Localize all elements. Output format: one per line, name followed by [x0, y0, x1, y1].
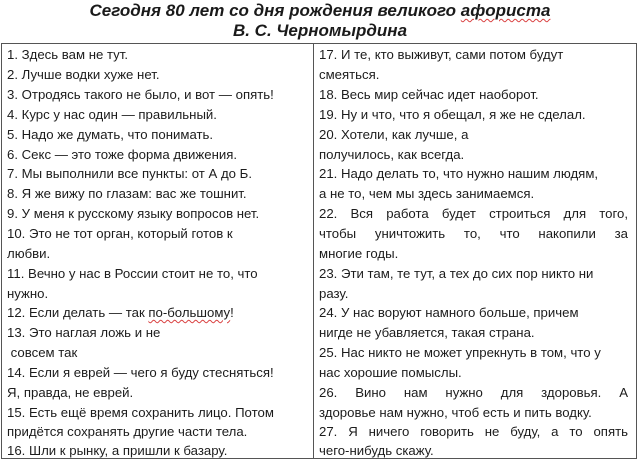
quote-line: 6. Секс — это тоже форма движения. [7, 147, 238, 162]
quote-line: получилось, как всегда. [319, 147, 465, 162]
left-column [2, 44, 314, 458]
quote-line: 3. Отродясь такого не было, и вот — опять! [7, 87, 274, 102]
quote-line: смеяться. [319, 67, 380, 82]
quote-line: 8. Я же вижу по глазам: вас же тошнит. [7, 186, 247, 201]
quote-line: 13. Это наглая ложь и не [7, 325, 161, 340]
quote-line: 18. Весь мир сейчас идет наоборот. [319, 87, 539, 102]
quote-line: придётся сохранять другие части тела. [7, 424, 248, 439]
quote-line: 21. Надо делать то, что нужно нашим людям, [319, 166, 599, 181]
quote-line: 19. Ну и что, что я обещал, я же не сделал. [319, 107, 586, 122]
quote-line: 5. Надо же думать, что понимать. [7, 127, 214, 142]
quote-line: 15. Есть ещё время сохранить лицо. Потом [7, 405, 274, 420]
page-title [0, 0, 640, 21]
quote-line: 27. Я ничего говорить не буду, а то опять [319, 424, 628, 439]
quote-12-underlined: по-большому [148, 305, 231, 320]
quote-12-suffix: ! [230, 305, 234, 320]
quote-line: 17. И те, кто выживут, сами потом будут [319, 47, 564, 62]
quote-line: 25. Нас никто не может упрекнуть в том, что у [319, 345, 601, 360]
title-text: Сегодня 80 лет со дня рождения великого [89, 1, 461, 20]
page-subtitle: В. С. Черномырдина [232, 21, 408, 40]
quotes-table [1, 43, 637, 459]
quote-line: нужно. [7, 286, 49, 301]
quote-line: 7. Мы выполнили все пункты: от А до Б. [7, 166, 252, 181]
quote-line: Я, правда, не еврей. [7, 385, 134, 400]
quote-12-prefix: 12. Если делать — так [7, 305, 149, 320]
quote-line: 14. Если я еврей — чего я буду стесняться! [7, 365, 274, 380]
quote-line: совсем так [7, 345, 78, 360]
quote-line: а не то, чем мы здесь занимаемся. [319, 186, 535, 201]
quote-line: 10. Это не тот орган, который готов к [7, 226, 233, 241]
quote-line: чего-нибудь скажу. [319, 443, 434, 458]
quote-line: 16. Шли к рынку, а пришли к базару. [7, 443, 228, 458]
quote-line: разу. [319, 286, 349, 301]
quote-line: 2. Лучше водки хуже нет. [7, 67, 160, 82]
quote-line: любви. [7, 246, 51, 261]
quote-line: 20. Хотели, как лучше, а [319, 127, 469, 142]
quote-line: нигде не убавляется, такая страна. [319, 325, 535, 340]
quote-line: 1. Здесь вам не тут. [7, 47, 129, 62]
quote-line: чтобы уничтожить то, что накопили за [319, 226, 628, 241]
quote-line: 24. У нас воруют намного больше, причем [319, 305, 579, 320]
quote-line: 22. Вся работа будет строиться для того, [319, 206, 628, 221]
quote-line: многие годы. [319, 246, 399, 261]
quote-line: здоровье нам нужно, чтоб есть и пить водку. [319, 405, 592, 420]
quote-line-12 [7, 303, 234, 322]
header [0, 0, 640, 44]
quote-line: 23. Эти там, те тут, а тех до сих пор никто ни [319, 266, 594, 281]
title-underlined-word: афориста [460, 1, 551, 20]
quote-line: 11. Вечно у нас в России стоит не то, что [7, 266, 258, 281]
quote-line: 4. Курс у нас один — правильный. [7, 107, 217, 122]
quote-line: нас хорошие помыслы. [319, 365, 462, 380]
quote-line: 9. У меня к русскому языку вопросов нет. [7, 206, 260, 221]
quote-line: 26. Вино нам нужно для здоровья. А [319, 385, 628, 400]
right-column [314, 44, 636, 458]
